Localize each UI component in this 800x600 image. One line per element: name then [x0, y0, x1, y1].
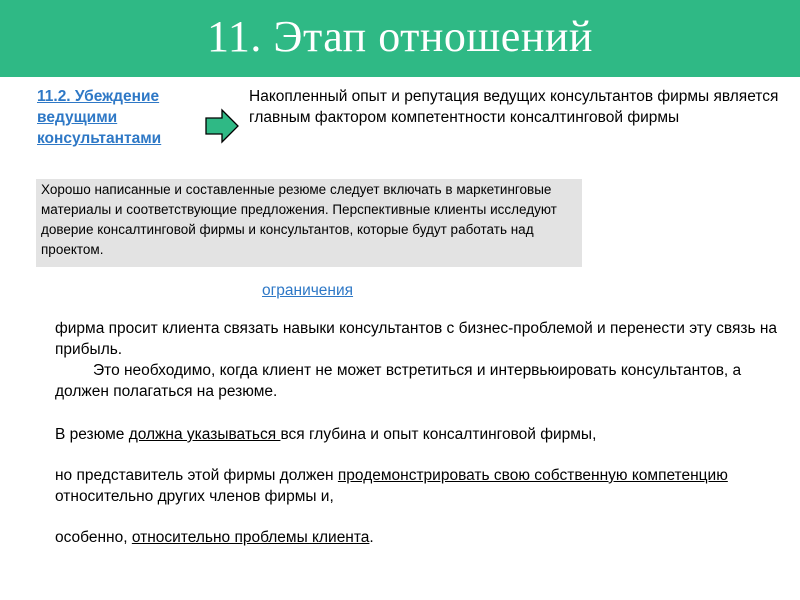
body-line-4-underlined: продемонстрировать свою собственную компетенцию [337, 467, 728, 484]
body-line-5-after: . [369, 529, 374, 546]
title-bar [0, 0, 800, 77]
right-arrow-icon [204, 108, 240, 144]
key-statement: Накопленный опыт и репутация ведущих консультантов фирмы является главным фактором компетентности консалтинговой фирмы [249, 88, 779, 126]
spacer [55, 445, 795, 465]
body-line-2: Это необходимо, когда клиент не может встретиться и интервьюировать консультантов, а должен полагаться на резюме. [55, 362, 742, 400]
summary-box: Хорошо написанные и составленные резюме следует включать в маркетинговые материалы и соответствующие предложения. Перспективные клиенты исследуют доверие консалтинговой фирмы и консультантов, которые будут работать над проектом. [36, 179, 582, 267]
body-line-5-before: особенно, [55, 529, 132, 546]
body-line-3-underlined: должна указываться [128, 426, 281, 443]
body-line-3-before: В резюме [55, 426, 129, 443]
body-line-3 [55, 424, 795, 445]
limitations-link[interactable]: ограничения [262, 282, 354, 299]
slide-title: 11. Этап отношений [207, 12, 593, 61]
spacer [55, 507, 795, 527]
body-line-4-before: но представитель этой фирмы должен [55, 467, 338, 484]
body-line-1: фирма просит клиента связать навыки консультантов с бизнес-проблемой и перенести эту связь на прибыль. [55, 320, 778, 358]
spacer [55, 402, 795, 424]
body-line-5 [55, 527, 795, 548]
body-text [55, 318, 795, 548]
body-line-3-after: вся глубина и опыт консалтинговой фирмы, [280, 426, 597, 443]
body-line-4-after: относительно других членов фирмы и, [55, 488, 334, 505]
subsection-heading: 11.2. Убеждение ведущими консультантами [37, 88, 162, 147]
body-line-5-underlined: относительно проблемы клиента [131, 529, 370, 546]
body-line-4 [55, 465, 795, 507]
